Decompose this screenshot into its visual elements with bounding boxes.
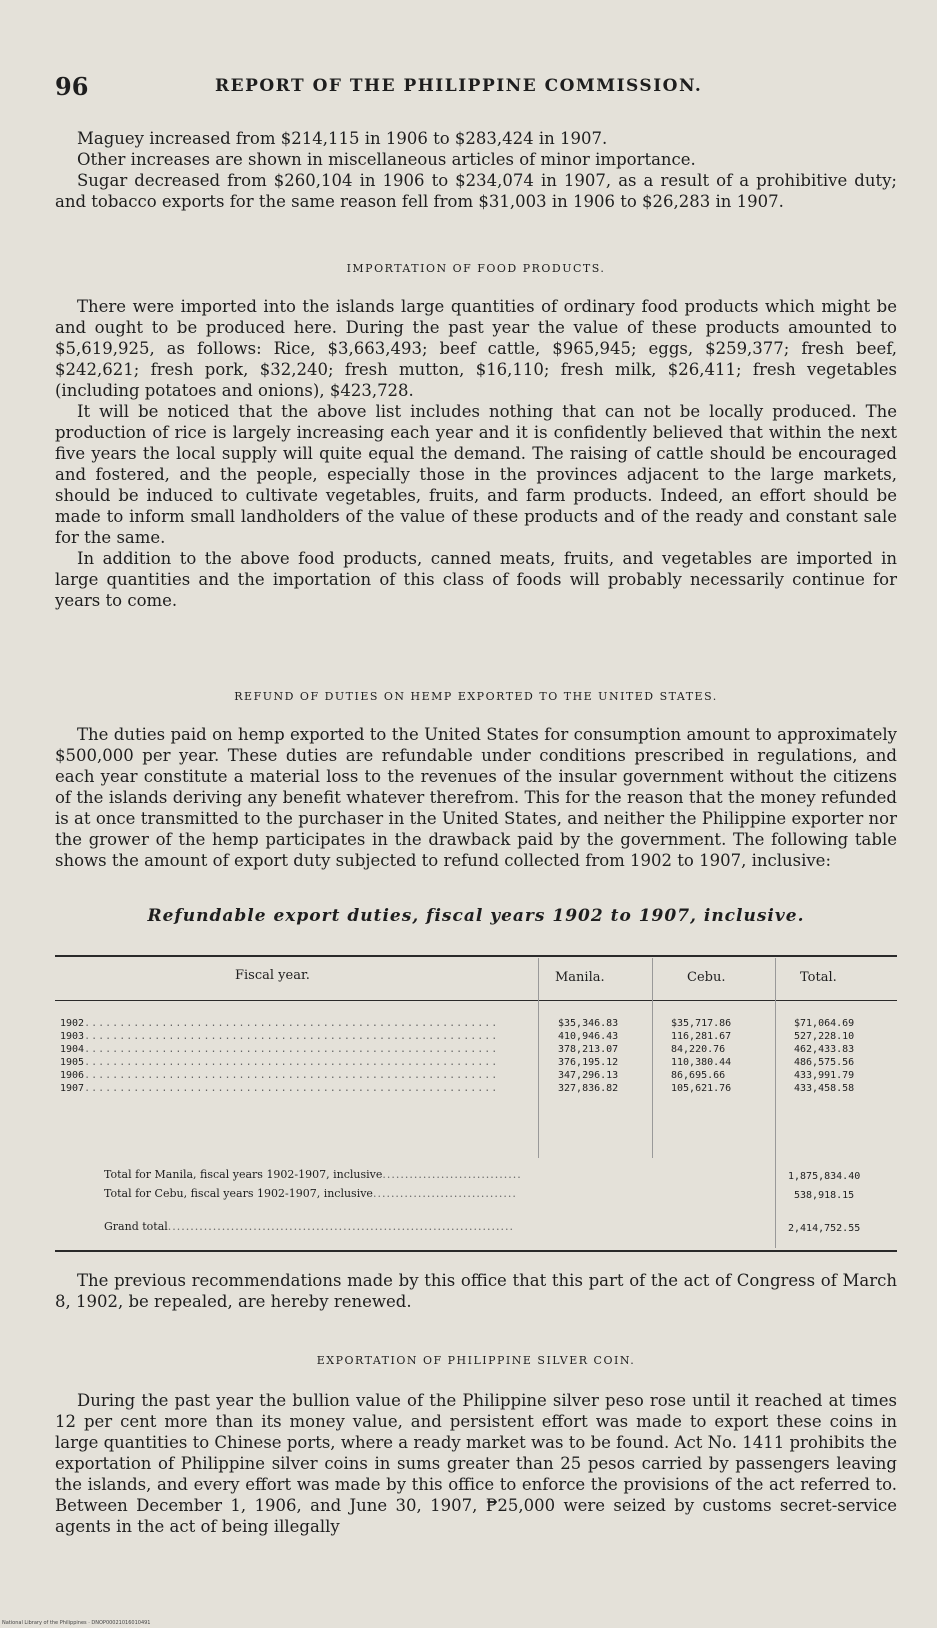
table-row-year: 1906: [60, 1070, 85, 1081]
paragraph: Other increases are shown in miscellaneous articles of minor importance.: [77, 150, 696, 169]
cebu-column: [671, 1017, 731, 1095]
refund-section-body: [55, 724, 897, 871]
section-heading-food: IMPORTATION OF FOOD PRODUCTS.: [346, 262, 606, 275]
table-cell-manila: $35,346.83: [558, 1018, 619, 1029]
table-cell-total: $71,064.69: [794, 1018, 855, 1029]
page-header: [55, 72, 885, 112]
table-row-year: 1902: [60, 1018, 85, 1029]
manila-column: [558, 1017, 618, 1095]
paragraph: There were imported into the islands large quantities of ordinary food products which might be and ought to be produced here. During the past year the value of these products amounted to $5,619,925, as follows: Rice, $3,663,493; beef cattle, $965,945; eggs, $259,377; fresh beef, $242,621; fresh pork, $32,240; fresh mutton, $16,110; fresh milk, $26,411; fresh vegetables (including potatoes and onions), $423,728.: [55, 297, 897, 400]
grand-total-label: Grand total: [104, 1220, 168, 1233]
header-manila: Manila.: [555, 970, 605, 985]
running-title: REPORT OF THE PHILIPPINE COMMISSION.: [215, 76, 703, 96]
silver-section-body: [55, 1390, 897, 1537]
paragraph: It will be noticed that the above list includes nothing that can not be locally produced. The production of rice is largely increasing each year and it is confidently believed that within the next five years the local supply will quite equal the demand. The raising of cattle should be encouraged and fostered, and the people, especially those in the provinces adjacent to the large markets, should be induced to cultivate vegetables, fruits, and farm products. Indeed, an effort should be made to inform small landholders of the value of these products and of the ready and constant sale for the same.: [55, 402, 897, 547]
header-fiscal-year: Fiscal year.: [235, 968, 310, 983]
table-cell-total: 433,458.58: [794, 1083, 855, 1094]
paragraph: The duties paid on hemp exported to the United States for consumption amount to approximately $500,000 per year. These duties are refundable under conditions prescribed in regulations, and each year constitute a material loss to the revenues of the insular government without the citizens of the islands deriving any benefit whatever therefrom. This for the reason that the money refunded is at once transmitted to the purchaser in the United States, and neither the Philippine exporter nor the grower of the hemp participates in the drawback paid by the government. The following table shows the amount of export duty subjected to refund collected from 1902 to 1907, inclusive:: [55, 725, 897, 870]
paragraph: The previous recommendations made by this office that this part of the act of Congress of March 8, 1902, be repealed, are hereby renewed.: [55, 1271, 897, 1311]
table-row-year: 1904: [60, 1044, 85, 1055]
total-cebu-row: Total for Cebu, fiscal years 1902-1907, inclusive................................: [104, 1187, 517, 1200]
paragraph: In addition to the above food products, canned meats, fruits, and vegetables are imported in large quantities and the importation of this class of foods will probably necessarily continue for years to come.: [55, 549, 897, 610]
table-caption: Refundable export duties, fiscal years 1902 to 1907, inclusive.: [147, 906, 805, 926]
footer-watermark: National Library of the Philippines · DNOP00021016010491: [2, 1620, 151, 1626]
after-table-body: [55, 1270, 897, 1312]
table-header-rule: [55, 1000, 897, 1001]
paragraph: Sugar decreased from $260,104 in 1906 to $234,074 in 1907, as a result of a prohibitive duty; and tobacco exports for the same reason fell from $31,003 in 1906 to $26,283 in 1907.: [55, 171, 897, 211]
header-cebu: Cebu.: [687, 970, 726, 985]
food-section-body: [55, 296, 897, 611]
table-cell-total: 433,991.79: [794, 1070, 855, 1081]
table-cell-manila: 327,836.82: [558, 1083, 619, 1094]
table-cell-total: 486,575.56: [794, 1057, 855, 1068]
table-cell-cebu: 105,621.76: [671, 1083, 732, 1094]
table-cell-manila: 410,946.43: [558, 1031, 619, 1042]
grand-total-row: Grand total.............................................................................: [104, 1220, 515, 1233]
paragraph: Maguey increased from $214,115 in 1906 to $283,424 in 1907.: [77, 129, 608, 148]
grand-total-value: 2,414,752.55: [788, 1223, 861, 1234]
table-cell-cebu: 84,220.76: [671, 1044, 726, 1055]
table-top-rule: [55, 955, 897, 957]
table-cell-manila: 378,213.07: [558, 1044, 619, 1055]
year-column: 1902........................................................... 1903........................................................... 1904........................................................... 1905........................................................... 1906........................................................... 1907...........................................................: [60, 1018, 499, 1094]
total-cebu-label: Total for Cebu, fiscal years 1902-1907, inclusive: [104, 1187, 373, 1200]
section-heading-silver: EXPORTATION OF PHILIPPINE SILVER COIN.: [316, 1354, 636, 1367]
header-total: Total.: [800, 970, 837, 985]
section-heading-refund: REFUND OF DUTIES ON HEMP EXPORTED TO THE UNITED STATES.: [234, 690, 718, 703]
table-cell-cebu: 116,281.67: [671, 1031, 732, 1042]
intro-block: [55, 128, 897, 212]
table-cell-manila: 347,296.13: [558, 1070, 619, 1081]
page-number: 96: [55, 72, 89, 101]
table-cell-total: 527,228.10: [794, 1031, 855, 1042]
table-bottom-rule: [55, 1250, 897, 1252]
total-manila-row: Total for Manila, fiscal years 1902-1907, inclusive...............................: [104, 1168, 522, 1181]
table-row-year: 1905: [60, 1057, 85, 1068]
table-cell-cebu: $35,717.86: [671, 1018, 732, 1029]
total-manila-value: 1,875,834.40: [788, 1171, 861, 1182]
table-cell-cebu: 86,695.66: [671, 1070, 726, 1081]
total-manila-label: Total for Manila, fiscal years 1902-1907, inclusive: [104, 1168, 383, 1181]
table-cell-cebu: 110,380.44: [671, 1057, 732, 1068]
paragraph: During the past year the bullion value of the Philippine silver peso rose until it reached at times 12 per cent more than its money value, and persistent effort was made to export these coins in large quantities to Chinese ports, where a ready market was to be found. Act No. 1411 prohibits the exportation of Philippine silver coins in sums greater than 25 pesos carried by passengers leaving the islands, and every effort was made by this office to enforce the provisions of the act referred to. Between December 1, 1906, and June 30, 1907, ₱25,000 were seized by customs secret-service agents in the act of being illegally: [55, 1391, 897, 1536]
table-row-year: 1903: [60, 1031, 85, 1042]
total-cebu-value: 538,918.15: [794, 1190, 855, 1201]
total-column: [794, 1017, 854, 1095]
table-cell-manila: 376,195.12: [558, 1057, 619, 1068]
table-cell-total: 462,433.83: [794, 1044, 855, 1055]
table-row-year: 1907: [60, 1083, 85, 1094]
